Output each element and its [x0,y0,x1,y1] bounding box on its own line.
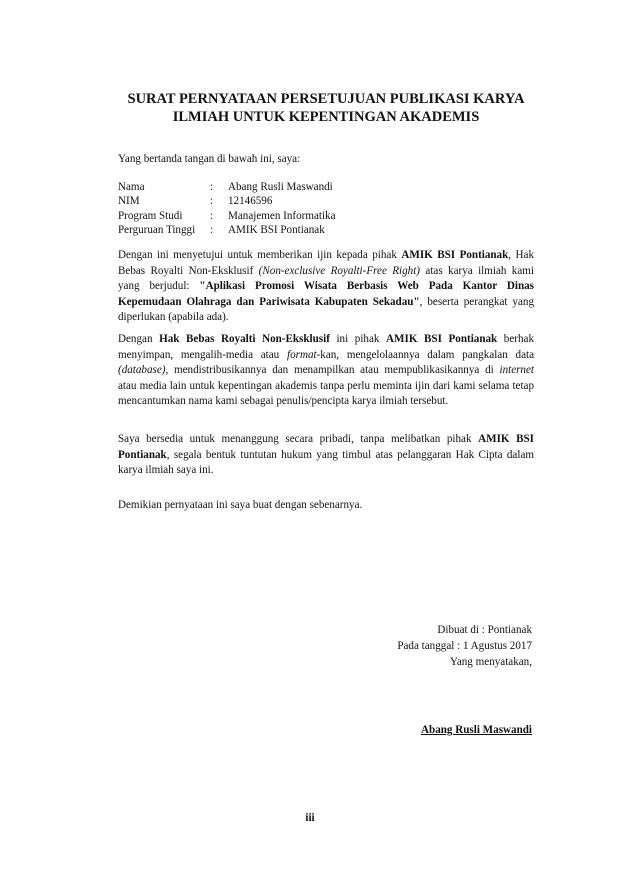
field-value: Manajemen Informatika [228,209,336,222]
thesis-title: "Aplikasi Promosi Wisata Berbasis Web Pada Kantor Dinas Kepemudaan Olahraga dan Pariwisata Kabupaten Sekadau" [118,280,534,308]
paragraph-liability [118,432,534,479]
text-run: atau media lain untuk kepentingan akademis tanpa perlu meminta ijin dari kami selama tetap mencantumkan nama kami sebagai penulis/pencipta karya ilmiah tersebut. [118,379,534,408]
signature-declarant: Yang menyatakan, [449,656,532,668]
italic-term: (Non-exclusive Royalti-Free Right) [258,264,420,277]
italic-term: (database) [118,364,166,377]
text-run: , segala bentuk tuntutan hukum yang timbul atas pelanggaran Hak Cipta dalam karya ilmiah saya ini. [118,448,534,477]
field-value: Abang Rusli Maswandi [228,181,333,193]
institution-name: AMIK BSI Pontianak [386,333,498,345]
text-run: berhak menyimpan, mengalih-media atau [118,333,534,361]
signature-date: Pada tanggal : 1 Agustus 2017 [397,640,532,652]
text-run: , mendistribusikannya dan menampilkan atau mempublikasikannya di [165,364,500,377]
signature-place: Dibuat di : Pontianak [437,624,532,636]
field-row-perguruan-tinggi [118,223,336,237]
field-row-program-studi [118,209,336,223]
paragraph-rights [118,332,534,410]
title-line-1: SURAT PERNYATAAN PERSETUJUAN PUBLIKASI KARYA [127,91,525,107]
field-row-nama [118,180,336,194]
field-label: NIM [118,195,140,208]
field-label: Program Studi [118,209,183,222]
field-label: Perguruan Tinggi [118,224,196,237]
field-value: 12146596 [228,195,273,208]
rights-term: Hak Bebas Royalti Non-Eksklusif [159,333,330,345]
field-colon: : [210,209,214,222]
identity-fields [118,180,336,238]
text-run: atas karya ilmiah kami yang berjudul: [118,264,534,293]
field-colon: : [210,181,214,193]
text-run: Dengan [118,333,160,345]
text-run: Dengan ini menyetujui untuk memberikan ijin kepada pihak [118,249,402,261]
institution-name: AMIK BSI Pontianak [401,249,509,261]
title-line-2: ILMIAH UNTUK KEPENTINGAN AKADEMIS [172,109,480,125]
signer-name: Abang Rusli Maswandi [421,724,532,736]
field-label: Nama [118,181,145,193]
italic-term: format [287,348,317,361]
text-run: Saya bersedia untuk menanggung secara pribadi, tanpa melibatkan pihak [118,433,479,445]
signature-block [397,622,532,670]
document-title [110,90,542,126]
text-run: , Hak Bebas Royalti Non-Eksklusif [118,249,534,277]
text-run: ini pihak [329,333,387,345]
italic-term: internet [499,364,534,377]
page-number: iii [305,812,315,824]
institution-name: AMIK BSI Pontianak [118,433,534,461]
paragraph-closing: Demikian pernyataan ini saya buat dengan sebenarnya. [118,499,363,511]
field-colon: : [210,224,214,237]
field-colon: : [210,195,214,208]
text-run: , beserta perangkat yang diperlukan (apabila ada). [118,295,534,324]
paragraph-consent [118,248,534,326]
intro-text: Yang bertanda tangan di bawah ini, saya: [118,153,301,165]
field-row-nim [118,194,336,208]
field-value: AMIK BSI Pontianak [228,224,325,237]
text-run: -kan, mengelolaannya dalam pangkalan data [316,348,534,361]
